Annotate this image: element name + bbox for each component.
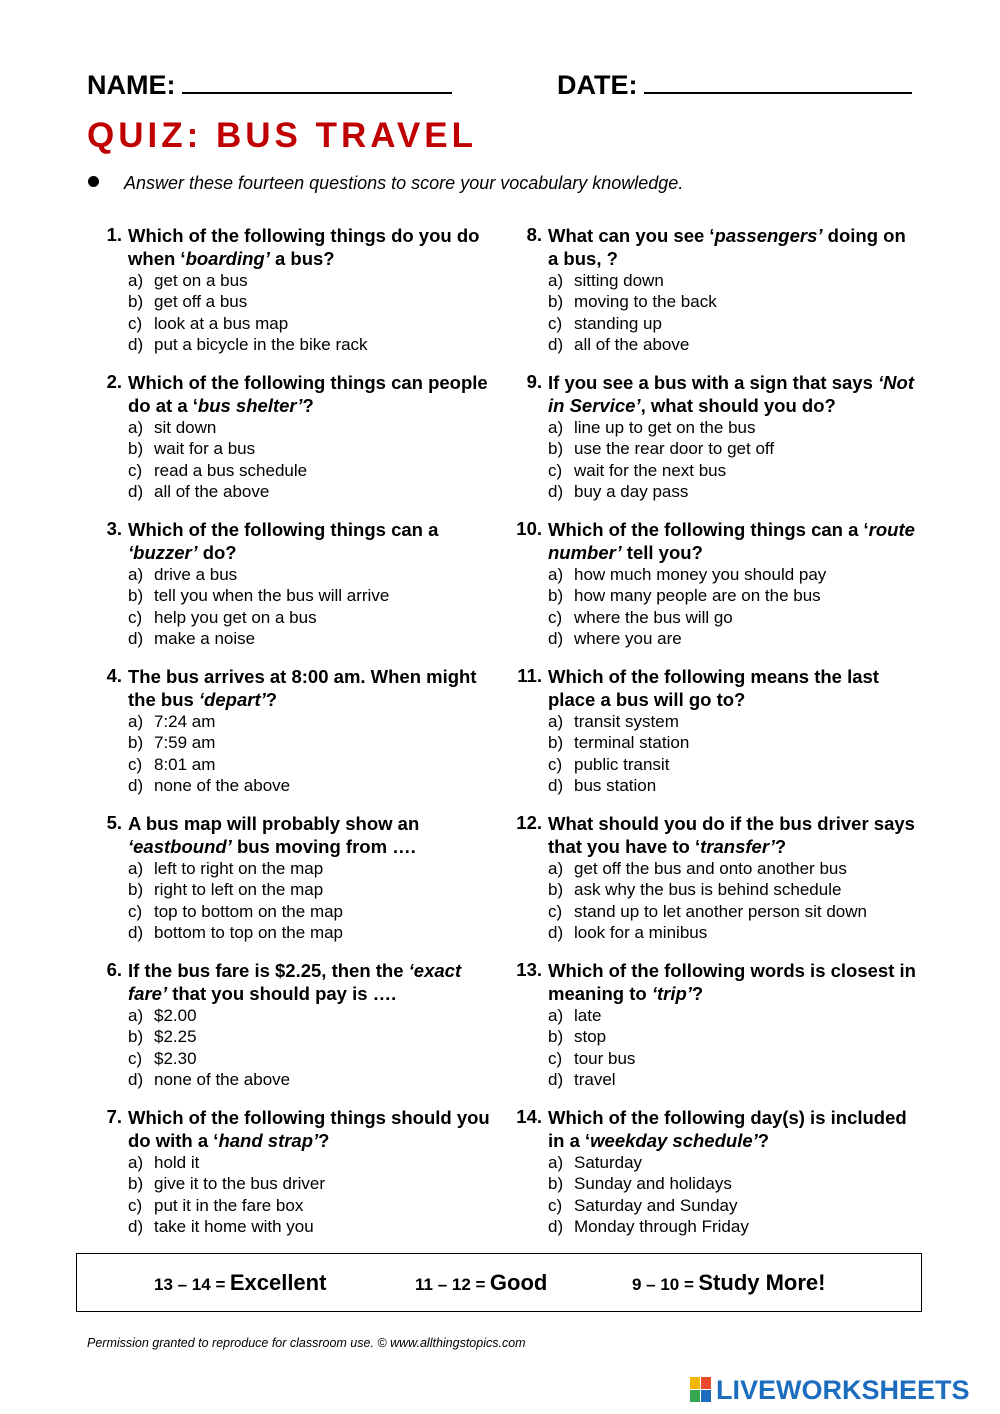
option-letter: a)	[548, 859, 564, 878]
answer-option[interactable]	[128, 585, 389, 606]
answer-option[interactable]	[548, 1048, 635, 1069]
answer-option[interactable]	[128, 438, 307, 459]
option-text: ask why the bus is behind schedule	[574, 880, 842, 900]
answer-option[interactable]	[548, 711, 689, 732]
scoring-box	[76, 1253, 922, 1312]
answer-option[interactable]	[548, 460, 774, 481]
option-text: wait for the next bus	[574, 460, 727, 480]
answer-option[interactable]	[548, 438, 774, 459]
option-text: moving to the back	[574, 292, 717, 312]
answer-option[interactable]	[548, 270, 717, 291]
question-number: 7.	[106, 1106, 122, 1127]
answer-options	[548, 711, 689, 796]
question-text: Which of the following things should you do with a ‘hand strap’?	[128, 1107, 490, 1151]
option-letter: c)	[128, 1048, 143, 1068]
option-letter: b)	[548, 733, 564, 753]
answer-option[interactable]	[548, 858, 867, 879]
question-item	[88, 665, 508, 812]
question-item	[508, 224, 928, 371]
option-letter: b)	[128, 1174, 144, 1194]
score-label: Study More!	[698, 1270, 826, 1295]
option-text: put a bicycle in the bike rack	[154, 334, 368, 354]
answer-option[interactable]	[128, 291, 368, 312]
question-item	[508, 1106, 928, 1253]
option-letter: c)	[128, 901, 143, 921]
score-good	[415, 1270, 547, 1296]
question-text: Which of the following things can people do at a ‘bus shelter’?	[128, 372, 488, 416]
question-item	[508, 371, 928, 518]
answer-option[interactable]	[128, 1173, 325, 1194]
answer-option[interactable]	[128, 313, 368, 334]
name-field[interactable]	[87, 70, 452, 101]
option-letter: a)	[128, 712, 144, 731]
answer-option[interactable]	[128, 775, 290, 796]
question-text: Which of the following day(s) is included in a ‘weekday schedule’?	[548, 1107, 907, 1151]
option-text: transit system	[574, 712, 679, 731]
answer-option[interactable]	[548, 901, 867, 922]
option-letter: b)	[128, 1027, 144, 1047]
answer-option[interactable]	[128, 1152, 325, 1173]
question-item	[508, 665, 928, 812]
option-text: standing up	[574, 313, 662, 333]
option-letter: d)	[548, 1069, 564, 1089]
answer-option[interactable]	[128, 1048, 290, 1069]
option-letter: a)	[548, 1153, 564, 1172]
answer-options	[128, 711, 290, 796]
footer-permission: Permission granted to reproduce for classroom use. © www.allthingstopics.com	[87, 1336, 526, 1350]
answer-option[interactable]	[548, 564, 826, 585]
option-letter: d)	[128, 334, 144, 354]
answer-option[interactable]	[548, 1026, 635, 1047]
option-letter: b)	[128, 880, 144, 900]
question-text: Which of the following things can a ‘buzzer’ do?	[128, 519, 439, 563]
score-excellent	[154, 1270, 326, 1296]
option-letter: a)	[548, 565, 564, 584]
question-number: 8.	[526, 224, 542, 245]
bullet-icon	[88, 176, 99, 187]
answer-option[interactable]	[128, 1216, 325, 1237]
option-text: tell you when the bus will arrive	[154, 586, 390, 606]
question-item	[88, 812, 508, 959]
vocabulary-term: passengers’	[714, 225, 823, 246]
answer-option[interactable]	[128, 607, 389, 628]
option-text: look for a minibus	[574, 922, 708, 942]
option-letter: a)	[128, 418, 144, 437]
option-text: bottom to top on the map	[154, 922, 344, 942]
answer-options	[128, 1152, 325, 1237]
answer-option[interactable]	[548, 628, 826, 649]
option-letter: b)	[128, 586, 144, 606]
question-number: 14.	[516, 1106, 542, 1127]
option-text: $2.25	[154, 1027, 197, 1047]
question-text: If the bus fare is $2.25, then the ‘exact fare’ that you should pay is ….	[128, 960, 462, 1004]
question-number: 9.	[526, 371, 542, 392]
question-text: The bus arrives at 8:00 am. When might the bus ‘depart’?	[128, 666, 477, 710]
option-letter: b)	[548, 292, 564, 312]
option-text: get off the bus and onto another bus	[574, 859, 847, 878]
vocabulary-term: ‘depart’	[198, 689, 266, 710]
option-text: use the rear door to get off	[574, 439, 775, 459]
answer-options	[548, 1005, 635, 1090]
option-letter: c)	[548, 460, 563, 480]
vocabulary-term: weekday schedule’	[590, 1130, 758, 1151]
answer-option[interactable]	[548, 1216, 749, 1237]
answer-option[interactable]	[548, 922, 867, 943]
question-text: Which of the following words is closest in meaning to ‘trip’?	[548, 960, 916, 1004]
vocabulary-term: ‘Not in Service’	[548, 372, 914, 416]
option-letter: a)	[548, 418, 564, 437]
answer-option[interactable]	[128, 879, 343, 900]
option-text: how much money you should pay	[574, 565, 827, 584]
option-letter: c)	[548, 901, 563, 921]
answer-options	[548, 858, 867, 943]
date-field[interactable]	[557, 70, 912, 101]
option-text: 8:01 am	[154, 754, 216, 774]
option-letter: d)	[128, 481, 144, 501]
questions-column-left	[88, 224, 508, 1253]
option-text: bus station	[574, 775, 657, 795]
option-letter: d)	[128, 628, 144, 648]
answer-option[interactable]	[548, 1005, 635, 1026]
answer-option[interactable]	[548, 607, 826, 628]
vocabulary-term: ‘exact fare’	[128, 960, 462, 1004]
question-item	[88, 1106, 508, 1253]
question-text: What should you do if the bus driver says that you have to ‘transfer’?	[548, 813, 915, 857]
option-text: terminal station	[574, 733, 690, 753]
option-letter: b)	[548, 586, 564, 606]
option-letter: a)	[548, 712, 564, 731]
answer-option[interactable]	[548, 417, 774, 438]
option-text: late	[574, 1006, 602, 1025]
option-letter: d)	[548, 922, 564, 942]
option-text: 7:59 am	[154, 733, 216, 753]
question-number: 10.	[516, 518, 542, 539]
vocabulary-term: boarding’	[185, 248, 270, 269]
answer-option[interactable]	[128, 1195, 325, 1216]
option-letter: a)	[128, 1006, 144, 1025]
option-text: $2.30	[154, 1048, 197, 1068]
option-letter: d)	[548, 775, 564, 795]
question-item	[88, 518, 508, 665]
answer-option[interactable]	[548, 754, 689, 775]
answer-option[interactable]	[128, 334, 368, 355]
option-text: stop	[574, 1027, 607, 1047]
question-number: 5.	[106, 812, 122, 833]
answer-option[interactable]	[548, 732, 689, 753]
option-letter: b)	[128, 733, 144, 753]
answer-option[interactable]	[548, 879, 867, 900]
name-label: NAME:	[87, 70, 176, 100]
answer-option[interactable]	[548, 1195, 749, 1216]
answer-option[interactable]	[548, 334, 717, 355]
questions-column-right	[508, 224, 928, 1253]
option-text: tour bus	[574, 1048, 636, 1068]
option-text: hold it	[154, 1153, 200, 1172]
option-letter: b)	[128, 292, 144, 312]
option-text: where you are	[574, 628, 682, 648]
vocabulary-term: ‘eastbound’	[128, 836, 232, 857]
question-number: 1.	[106, 224, 122, 245]
score-range: 11 – 12 =	[415, 1275, 486, 1294]
answer-option[interactable]	[128, 922, 343, 943]
option-letter: d)	[128, 775, 144, 795]
vocabulary-term: transfer’	[700, 836, 775, 857]
option-letter: b)	[548, 1027, 564, 1047]
answer-option[interactable]	[128, 858, 343, 879]
answer-option[interactable]	[128, 1005, 290, 1026]
question-item	[508, 812, 928, 959]
answer-option[interactable]	[548, 1173, 749, 1194]
answer-option[interactable]	[128, 901, 343, 922]
option-text: Monday through Friday	[574, 1216, 749, 1236]
option-text: get on a bus	[154, 271, 248, 290]
answer-option[interactable]	[548, 481, 774, 502]
answer-option[interactable]	[128, 270, 368, 291]
vocabulary-term: bus shelter’	[197, 395, 303, 416]
answer-option[interactable]	[128, 628, 389, 649]
score-range: 13 – 14 =	[154, 1275, 226, 1294]
option-text: Sunday and holidays	[574, 1174, 732, 1194]
answer-options	[128, 1005, 290, 1090]
answer-option[interactable]	[548, 775, 689, 796]
option-letter: c)	[128, 607, 143, 627]
option-letter: d)	[128, 1069, 144, 1089]
option-text: sit down	[154, 418, 217, 437]
answer-options	[548, 564, 826, 649]
question-number: 4.	[106, 665, 122, 686]
vocabulary-term: ‘trip’	[651, 983, 692, 1004]
option-text: none of the above	[154, 1069, 291, 1089]
question-number: 12.	[516, 812, 542, 833]
option-text: look at a bus map	[154, 313, 289, 333]
date-blank-line[interactable]	[644, 70, 912, 94]
option-text: all of the above	[154, 481, 270, 501]
option-letter: d)	[128, 922, 144, 942]
page-title: QUIZ: BUS TRAVEL	[87, 116, 478, 155]
answer-option[interactable]	[128, 1069, 290, 1090]
option-text: top to bottom on the map	[154, 901, 344, 921]
option-text: public transit	[574, 754, 670, 774]
answer-option[interactable]	[128, 460, 307, 481]
question-text: Which of the following things can a ‘route number’ tell you?	[548, 519, 915, 563]
option-text: buy a day pass	[574, 481, 689, 501]
option-text: get off a bus	[154, 292, 248, 312]
option-letter: d)	[128, 1216, 144, 1236]
question-number: 13.	[516, 959, 542, 980]
option-text: make a noise	[154, 628, 256, 648]
option-text: travel	[574, 1069, 616, 1089]
option-letter: a)	[128, 859, 144, 878]
answer-options	[548, 1152, 749, 1237]
instruction-text: Answer these fourteen questions to score your vocabulary knowledge.	[124, 173, 684, 193]
score-label: Excellent	[229, 1270, 327, 1295]
brand-logo[interactable]	[690, 1374, 970, 1406]
vocabulary-term: hand strap’	[218, 1130, 319, 1151]
liveworksheets-logo-icon	[690, 1377, 712, 1403]
answer-option[interactable]	[128, 711, 290, 732]
brand-name: LIVEWORKSHEETS	[716, 1374, 970, 1405]
question-text: What can you see ‘passengers’ doing on a bus, ?	[548, 225, 906, 269]
option-text: all of the above	[574, 334, 690, 354]
option-letter: a)	[128, 1153, 144, 1172]
option-letter: d)	[548, 334, 564, 354]
score-label: Good	[489, 1270, 548, 1295]
answer-options	[128, 858, 343, 943]
answer-options	[548, 270, 717, 355]
question-item	[508, 959, 928, 1106]
answer-options	[128, 564, 389, 649]
answer-options	[128, 270, 368, 355]
option-letter: d)	[548, 628, 564, 648]
answer-option[interactable]	[548, 1152, 749, 1173]
option-letter: c)	[548, 313, 563, 333]
option-letter: c)	[128, 313, 143, 333]
option-text: drive a bus	[154, 565, 238, 584]
option-text: sitting down	[574, 271, 664, 290]
name-blank-line[interactable]	[182, 70, 452, 94]
option-letter: c)	[128, 754, 143, 774]
answer-option[interactable]	[548, 291, 717, 312]
answer-options	[128, 417, 307, 502]
option-letter: d)	[548, 481, 564, 501]
question-number: 6.	[106, 959, 122, 980]
answer-option[interactable]	[548, 1069, 635, 1090]
option-text: read a bus schedule	[154, 460, 308, 480]
score-study-more	[632, 1270, 826, 1296]
option-letter: c)	[548, 607, 563, 627]
answer-option[interactable]	[128, 481, 307, 502]
option-text: how many people are on the bus	[574, 586, 821, 606]
question-text: Which of the following things do you do when ‘boarding’ a bus?	[128, 225, 480, 269]
vocabulary-term: route number’	[548, 519, 915, 563]
option-letter: c)	[548, 1048, 563, 1068]
answer-option[interactable]	[548, 585, 826, 606]
question-item	[88, 371, 508, 518]
option-text: wait for a bus	[154, 439, 256, 459]
option-text: $2.00	[154, 1006, 197, 1025]
answer-options	[548, 417, 774, 502]
question-item	[508, 518, 928, 665]
option-text: 7:24 am	[154, 712, 216, 731]
question-text: A bus map will probably show an ‘eastbound’ bus moving from ….	[128, 813, 420, 857]
option-text: give it to the bus driver	[154, 1174, 326, 1194]
option-letter: c)	[548, 754, 563, 774]
option-letter: a)	[548, 271, 564, 290]
date-label: DATE:	[557, 70, 638, 100]
question-text: Which of the following means the last place a bus will go to?	[548, 666, 879, 710]
option-text: right to left on the map	[154, 880, 324, 900]
option-text: none of the above	[154, 775, 291, 795]
option-letter: d)	[548, 1216, 564, 1236]
option-letter: b)	[128, 439, 144, 459]
question-number: 2.	[106, 371, 122, 392]
answer-option[interactable]	[128, 417, 307, 438]
option-text: help you get on a bus	[154, 607, 317, 627]
question-item	[88, 224, 508, 371]
option-text: put it in the fare box	[154, 1195, 304, 1215]
option-letter: c)	[128, 460, 143, 480]
option-text: left to right on the map	[154, 859, 324, 878]
option-letter: c)	[548, 1195, 563, 1215]
option-text: line up to get on the bus	[574, 418, 756, 437]
question-number: 11.	[517, 665, 542, 686]
option-text: Saturday	[574, 1153, 643, 1172]
answer-option[interactable]	[128, 564, 389, 585]
answer-option[interactable]	[128, 732, 290, 753]
option-text: take it home with you	[154, 1216, 314, 1236]
instruction	[88, 173, 683, 194]
option-letter: c)	[128, 1195, 143, 1215]
header-row	[87, 70, 917, 110]
option-letter: b)	[548, 1174, 564, 1194]
option-letter: a)	[128, 565, 144, 584]
question-item	[88, 959, 508, 1106]
answer-option[interactable]	[548, 313, 717, 334]
option-text: where the bus will go	[574, 607, 733, 627]
question-text: If you see a bus with a sign that says ‘Not in Service’, what should you do?	[548, 372, 914, 416]
option-letter: a)	[128, 271, 144, 290]
question-number: 3.	[106, 518, 122, 539]
answer-option[interactable]	[128, 754, 290, 775]
option-text: stand up to let another person sit down	[574, 901, 867, 921]
vocabulary-term: ‘buzzer’	[128, 542, 198, 563]
score-range: 9 – 10 =	[632, 1275, 694, 1294]
option-letter: b)	[548, 880, 564, 900]
option-letter: b)	[548, 439, 564, 459]
option-text: Saturday and Sunday	[574, 1195, 738, 1215]
option-letter: a)	[548, 1006, 564, 1025]
answer-option[interactable]	[128, 1026, 290, 1047]
